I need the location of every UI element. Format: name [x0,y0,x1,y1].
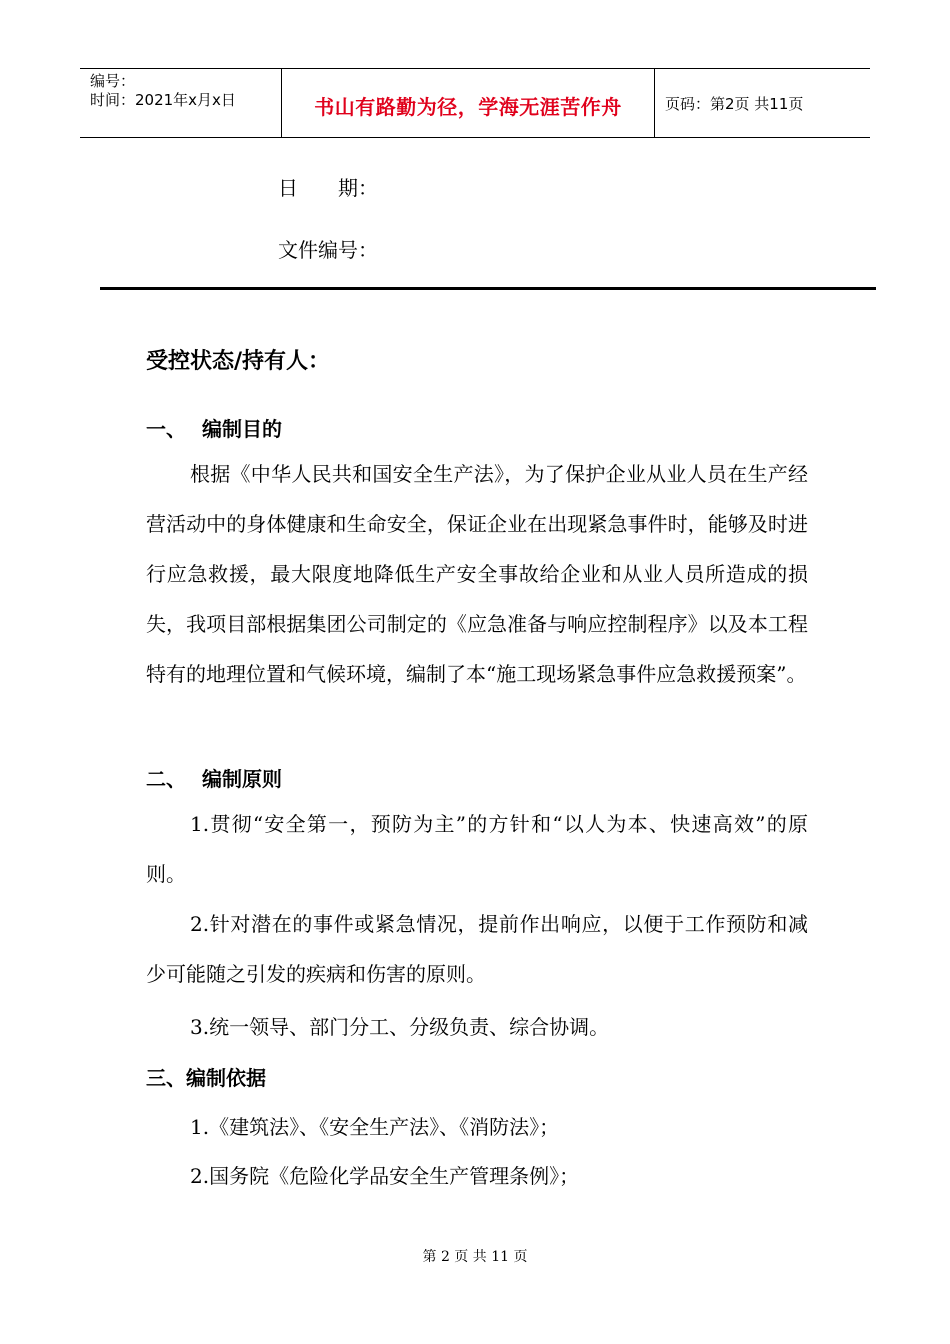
principle-item-2: 2.针对潜在的事件或紧急情况，提前作出响应，以便于工作预防和减少可能随之引发的疾病和伤害的原则。 [146,912,808,986]
section-number: 二、 [146,767,186,791]
date-field-label: 日 期： [278,176,378,200]
document-number-label: 编号： [90,72,136,90]
section-heading-purpose [146,413,282,442]
header-table [80,68,870,138]
header-info-cell [80,69,282,137]
basis-item-2: 2.国务院《危险化学品安全生产管理条例》； [190,1164,580,1188]
header-motto: 书山有路勤为径，学海无涯苦作舟 [314,95,622,119]
section-title: 编制目的 [202,417,282,441]
principle-item-1: 1.贯彻“安全第一，预防为主”的方针和“以人为本、快速高效”的原则。 [146,812,808,886]
page-footer: 第 2 页 共 11 页 [422,1249,528,1265]
section-heading-principles [146,763,282,792]
document-time-label: 时间：2021年x月x日 [90,91,236,109]
divider-rule [100,287,876,290]
header-motto-cell [282,69,655,137]
section-heading-basis: 三、编制依据 [146,1066,266,1090]
section-number: 一、 [146,417,186,441]
basis-item-1: 1.《建筑法》、《安全生产法》、《消防法》； [190,1115,560,1139]
holder-label: 受控状态/持有人： [146,348,331,374]
principle-item-3: 3.统一领导、部门分工、分级负责、综合协调。 [190,1015,610,1039]
file-number-label: 文件编号： [278,238,378,262]
header-page-number: 页码：第2页 共11页 [665,95,804,113]
header-page-cell [655,69,870,137]
section-title: 编制原则 [202,767,282,791]
purpose-paragraph: 根据《中华人民共和国安全生产法》，为了保护企业从业人员在生产经营活动中的身体健康和生命安全，保证企业在出现紧急事件时，能够及时进行应急救援，最大限度地降低生产安全事故给企业和从业人员所造成的损失，我项目部根据集团公司制定的《应急准备与响应控制程序》以及本工程特有的地理位置和气候环境，编制了本“施工现场紧急事件应急救援预案”。 [146,462,808,686]
